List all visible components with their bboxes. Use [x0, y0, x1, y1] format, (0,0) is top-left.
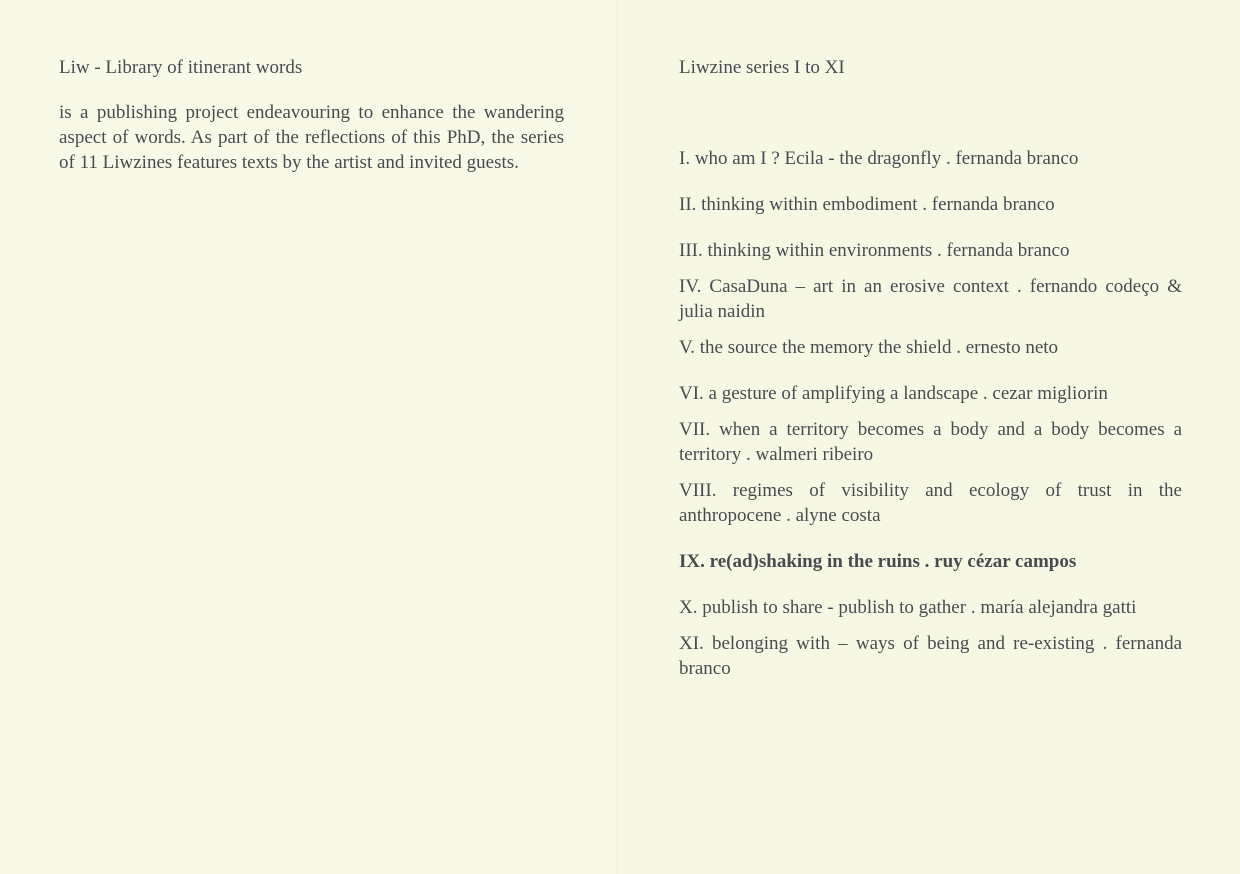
intro-paragraph: is a publishing project endeavouring to enhance the wandering aspect of words. As part of the reflections of this PhD, the series of 11 Liwzines features texts by the artist and invited guests. — [59, 102, 564, 173]
list-item: IV. CasaDuna – art in an erosive context . fernando codeço & julia naidin — [679, 276, 1182, 322]
list-item: X. publish to share - publish to gather . maría alejandra gatti — [679, 597, 1137, 618]
list-item: II. thinking within embodiment . fernanda branco — [679, 194, 1055, 215]
list-item: VI. a gesture of amplifying a landscape . cezar migliorin — [679, 383, 1108, 404]
list-item: VIII. regimes of visibility and ecology of trust in the anthropocene . alyne costa — [679, 480, 1182, 526]
list-item: VII. when a territory becomes a body and a body becomes a territory . walmeri ribeiro — [679, 419, 1182, 465]
list-item: III. thinking within environments . fernanda branco — [679, 240, 1070, 261]
right-page — [618, 0, 1240, 874]
right-page-title: Liwzine series I to XI — [679, 57, 845, 78]
list-item: V. the source the memory the shield . ernesto neto — [679, 337, 1059, 358]
liwzine-list — [679, 146, 1182, 681]
list-item: XI. belonging with – ways of being and re-existing . fernanda branco — [679, 633, 1182, 679]
list-item: I. who am I ? Ecila - the dragonfly . fernanda branco — [679, 148, 1079, 169]
list-item-highlighted: IX. re(ad)shaking in the ruins . ruy cézar campos — [679, 551, 1077, 572]
left-page-title: Liw - Library of itinerant words — [59, 57, 303, 78]
left-page — [0, 0, 618, 874]
